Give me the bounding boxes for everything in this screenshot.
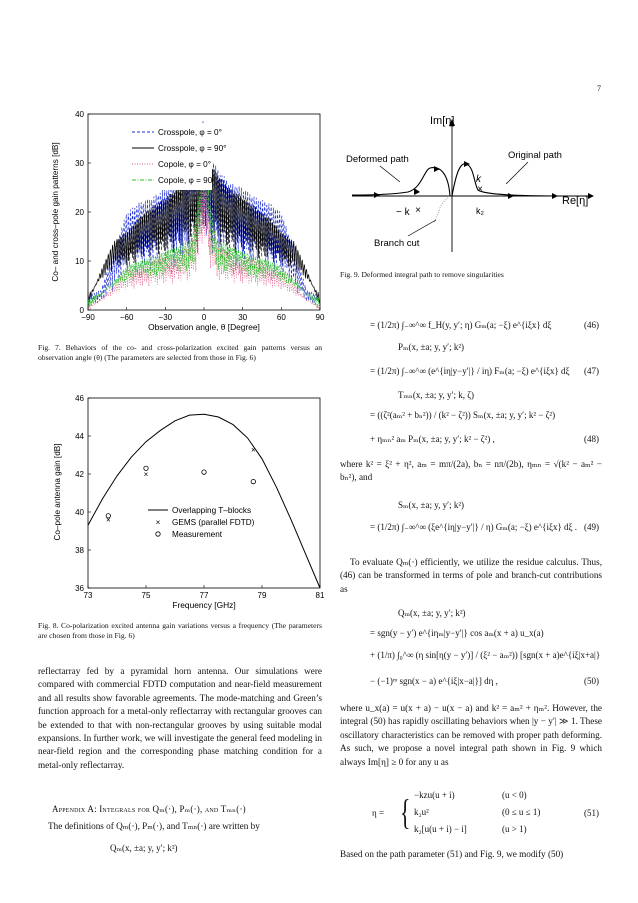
figure-7-chart xyxy=(40,108,332,336)
appendix-equation-lhs: Qₘ(x, ±a; y, y′; k²) xyxy=(110,843,178,853)
fig7-legend xyxy=(128,124,226,190)
fig8-x-tick-label: 79 xyxy=(257,591,267,600)
fig8-y-tick-label: 44 xyxy=(75,432,84,441)
fig7-x-tick-label: −60 xyxy=(119,313,134,322)
equation-51-case-1: −kzu(u + i) xyxy=(414,790,455,800)
equation-51-case-2: k₂u² xyxy=(414,807,429,817)
figure-9-caption: Fig. 9. Deformed integral path to remove singularities xyxy=(340,270,504,279)
figure-7-caption: Fig. 7. Behaviors of the co- and cross-polarization excited gain patterns versus an observation angle (θ) (The parameters are selected from those in Fig. 6) xyxy=(38,343,322,362)
fig8-legend-item: Measurement xyxy=(172,530,223,539)
fig8-y-tick-label: 42 xyxy=(75,470,84,479)
fig7-y-tick-label: 0 xyxy=(79,306,84,315)
svg-text:×: × xyxy=(155,518,161,527)
appendix-heading-text: Appendix A: Integrals for Qₘ(·), Pₘ(·), and Tₘₙ(·) xyxy=(52,804,246,814)
equation-51-case-3: k₂[u(u + i) − i] xyxy=(414,824,467,834)
fig7-x-tick-label: −30 xyxy=(158,313,173,322)
fig7-legend-item: Copole, φ = 90° xyxy=(158,176,216,185)
equation-48-lhs: Tₘₙ(x, ±a; y, y′; k, ζ) xyxy=(398,390,474,400)
fig7-legend-item: Copole, φ = 0° xyxy=(158,160,211,169)
equation-48b: + ηₘₙ² aₘ Pₘ(x, ±a; y, y′; k² − ζ²) , xyxy=(370,434,495,444)
branch-cut-label: Branch cut xyxy=(374,238,420,249)
residue-paragraph: To evaluate Qₘ(·) efficiently, we utilize the residue calculus. Thus, (46) can be transformed in terms of pole and branch-cut contributions as xyxy=(340,557,602,594)
equation-51-lhs: η = xyxy=(372,808,385,818)
equation-46-number: (46) xyxy=(584,320,599,330)
equation-49: = (1/2π) ∫₋∞^∞ (ξe^{iη|y−y′|} / η) Gₘ(a; −ξ) e^{iξx} dξ . xyxy=(370,522,578,532)
figure-9-diagram xyxy=(338,104,600,256)
equation-48-number: (48) xyxy=(584,434,599,444)
fig8-y-tick-label: 40 xyxy=(75,508,84,517)
fig7-x-tick-label: 90 xyxy=(315,313,325,322)
equation-47-lhs: Pₘ(x, ±a; y, y′; k²) xyxy=(398,342,465,352)
equation-50a: = sgn(y − y′) e^{iηₘ|y−y′|} cos aₘ(x + a) u_x(a) xyxy=(370,628,544,638)
fig8-x-tick-label: 75 xyxy=(141,591,151,600)
appendix-intro: The definitions of Qₘ(·), Pₘ(·), and Tₘₙ(·) are written by xyxy=(48,821,260,831)
fig7-x-tick-label: −90 xyxy=(81,313,95,322)
fig7-y-tick-label: 40 xyxy=(75,110,84,119)
page-number: 7 xyxy=(597,84,601,93)
fig8-gems-point: × xyxy=(250,445,256,455)
original-path-curve xyxy=(452,164,586,196)
equation-51-range-2: (0 ≤ u ≤ 1) xyxy=(502,807,541,817)
fig8-legend-item: GEMS (parallel FDTD) xyxy=(172,518,255,527)
fig7-legend-item: Crosspole, φ = 0° xyxy=(158,128,222,137)
fig7-y-tick-label: 20 xyxy=(75,208,84,217)
figure-8-caption: Fig. 8. Co-polarization excited antenna gain variations versus a frequency (The parameters are chosen from those in Fig. 6) xyxy=(38,621,322,640)
equation-50-lhs: Qₘ(x, ±a; y, y′; k²) xyxy=(398,608,466,618)
deformed-path-curve xyxy=(352,168,450,196)
fig8-y-tick-label: 38 xyxy=(75,546,84,555)
equation-50-number: (50) xyxy=(584,676,599,686)
branch-cut-line xyxy=(434,196,450,222)
closing-line: Based on the path parameter (51) and Fig. 9, we modify (50) xyxy=(340,849,564,859)
k-label: k xyxy=(476,174,481,185)
fig7-legend-item: Crosspole, φ = 90° xyxy=(158,144,227,153)
equation-51-number: (51) xyxy=(584,808,599,818)
equation-50c: − (−1)ᵐ sgn(x − a) e^{iξ|x−a|}] dη , xyxy=(370,676,498,686)
equation-47-number: (47) xyxy=(584,366,599,376)
pole-marker-k: × xyxy=(477,184,483,195)
equation-48a: = ((ζ²(aₘ² + bₙ²)) / (k² − ζ²)) Sₘ(x, ±a; y, y′; k² − ζ²) xyxy=(370,410,556,420)
re-eta-label: Re[η] xyxy=(562,195,589,207)
fig8-gems-point: × xyxy=(105,515,111,525)
equation-47: = (1/2π) ∫₋∞^∞ (e^{iη|y−y′|} / iη) Fₘ(a; −ξ) e^{iξx} dξ xyxy=(370,366,570,376)
fig7-x-tick-label: 0 xyxy=(201,313,207,322)
fig8-y-tick-label: 46 xyxy=(75,394,84,403)
equation-49-lhs: Sₘ(x, ±a; y, y′; k²) xyxy=(398,500,465,510)
where-clause-1: where k² = ξ² + η², aₘ = mπ/(2a), bₙ = nπ/(2b), ηₘₙ = √(k² − aₘ² − bₙ²), and xyxy=(340,459,602,483)
equation-51-range-3: (u > 1) xyxy=(502,824,527,834)
fig7-y-tick-label: 10 xyxy=(75,257,84,266)
figure-8-chart xyxy=(40,392,332,612)
fig7-x-tick-label: 30 xyxy=(238,313,248,322)
fig8-y-tick-label: 36 xyxy=(75,584,84,593)
conclusion-paragraph: reflectarray fed by a pyramidal horn antenna. Our simulations were compared with commercial FDTD computation and near-field measurement and all results show favorable agreements. The mode-matching and Green’s function approach for a metal-only reflectarray with rectangular grooves can be extended to that with non-rectangular grooves by using suitable modal expansions. In further work, we will investigate the general feed modeling in near-field region and the corresponding phase matching condition for a metal-only reflectarray. xyxy=(38,666,322,770)
fig7-x-tick-label: 60 xyxy=(276,313,286,322)
fig8-x-tick-label: 77 xyxy=(199,591,209,600)
fig7-y-tick-label: 30 xyxy=(75,159,84,168)
fig8-plot-frame xyxy=(88,398,320,588)
fig8-y-axis-label: Co–pole antenna gain [dB] xyxy=(53,443,62,541)
original-path-label: Original path xyxy=(508,150,562,161)
equation-51-range-1: (u < 0) xyxy=(502,790,527,800)
k2-label: k₂ xyxy=(476,206,484,216)
fig7-x-axis-label: Observation angle, θ [Degree] xyxy=(148,322,260,332)
neg-k-label: − k xyxy=(396,207,410,218)
equation-49-number: (49) xyxy=(584,522,599,532)
fig8-x-axis-label: Frequency [GHz] xyxy=(172,600,236,610)
equation-46: = (1/2π) ∫₋∞^∞ f_H(y, y′; η) Gₘ(a; −ξ) e^{iξx} dξ xyxy=(370,320,552,330)
appendix-heading xyxy=(52,804,322,815)
fig8-x-tick-label: 73 xyxy=(83,591,93,600)
fig8-x-tick-label: 81 xyxy=(315,591,325,600)
equation-51-brace: { xyxy=(400,792,411,832)
fig8-legend-item: Overlapping T–blocks xyxy=(172,506,252,515)
deformed-path-label: Deformed path xyxy=(346,154,409,165)
fig7-y-axis-label: Co– and cross–pole gain patterns [dB] xyxy=(51,142,60,282)
oscillation-paragraph: where u_x(a) = u(x + a) − u(x − a) and k² = aₘ² + ηₘ². However, the integral (50) has rapidly oscillating behaviors when |y − y′| ≫ 1. These oscillatory characteristics can be removed with proper path deforming. As such, we propose a novel integral path shown in Fig. 9 which always Im[η] ≥ 0 for any u as xyxy=(340,703,602,767)
equation-50b: + (1/π) ∫₀^∞ (η sin[η(y − y′)] / (ξ² − aₘ²)) [sgn(x + a)e^{iξ|x+a|} xyxy=(370,650,601,660)
fig8-gems-point: × xyxy=(143,470,149,479)
pole-marker-neg-k: × xyxy=(415,205,421,216)
im-eta-label: Im[η] xyxy=(430,115,455,127)
